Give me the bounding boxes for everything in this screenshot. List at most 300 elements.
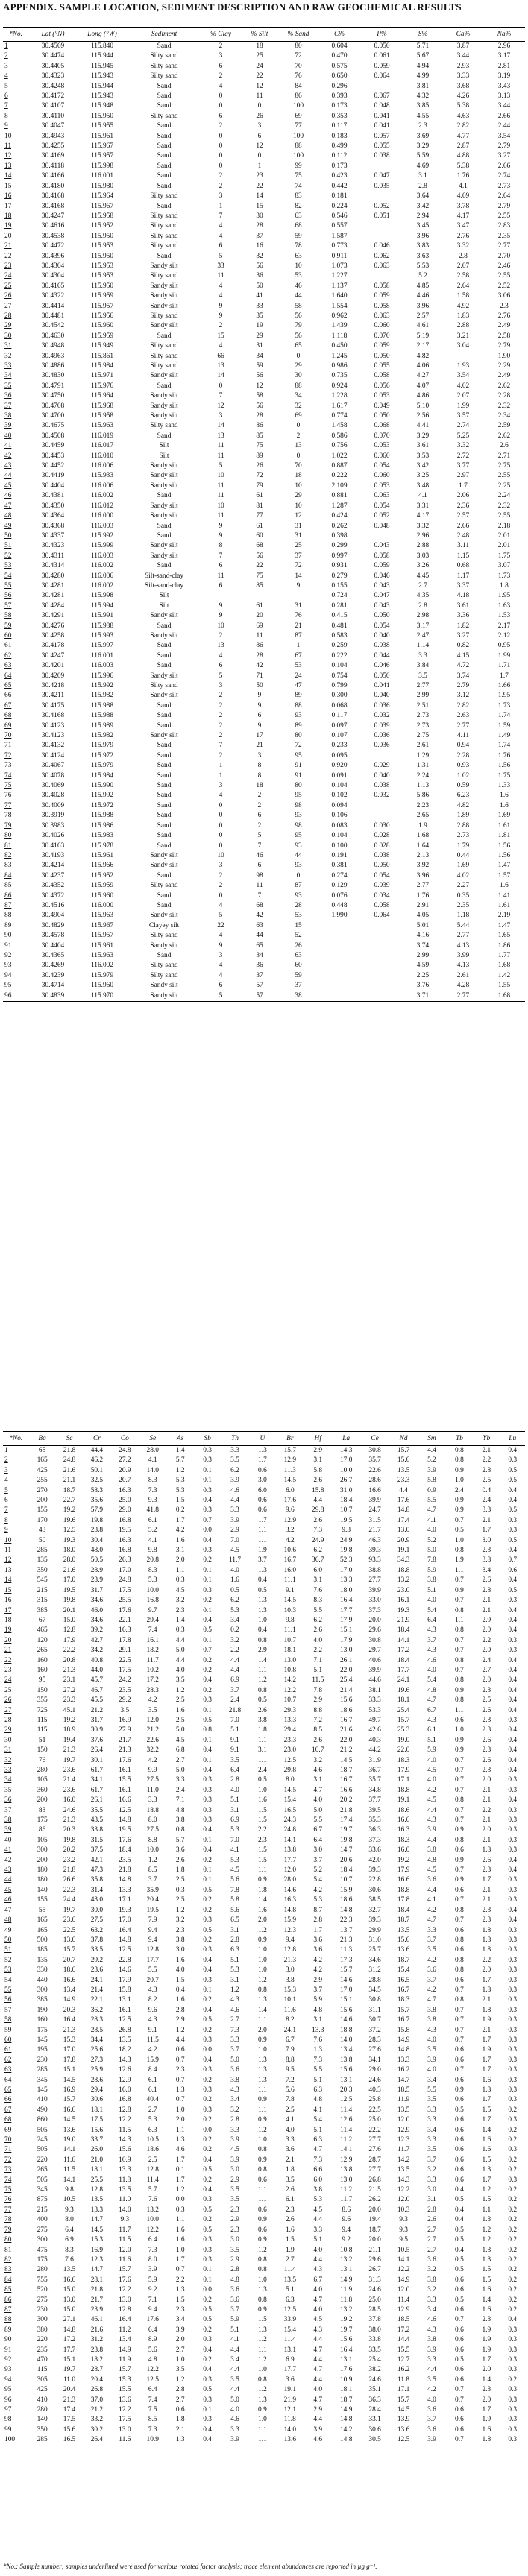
- table-cell: 6.4: [65, 2226, 74, 2234]
- table-cell: 93: [295, 842, 302, 850]
- table-cell: 0.423: [331, 172, 348, 180]
- sample-number-cell: 19: [4, 1626, 12, 1635]
- sample-number-cell: 58: [4, 2016, 12, 2024]
- table-cell: 26.1: [339, 1656, 353, 1664]
- table-cell: 5.67: [416, 52, 430, 60]
- table-cell: 83: [295, 192, 302, 201]
- table-cell: 2.7: [418, 581, 427, 590]
- table-cell: 13.1: [283, 2346, 297, 2354]
- table-cell: 1.47: [497, 862, 511, 870]
- table-cell: 3.4: [230, 2355, 239, 2364]
- table-cell: 2.88: [456, 821, 470, 830]
- table-cell: 1.1: [258, 1536, 267, 1544]
- table-cell: 3.3: [418, 651, 427, 660]
- table-cell: 4.6: [230, 2006, 239, 2014]
- table-cell: 19.8: [63, 1836, 76, 1844]
- table-cell: 15.1: [339, 1996, 353, 2004]
- table-cell: 13.3: [119, 2166, 131, 2174]
- table-cell: 4.88: [456, 152, 470, 160]
- table-cell: 30.6: [90, 2096, 104, 2104]
- table-cell: 6: [219, 662, 223, 670]
- table-cell: 1.29: [416, 751, 430, 760]
- table-cell: 1.5: [258, 1856, 267, 1864]
- table-cell: 5.1: [427, 1586, 436, 1594]
- table-cell: 4.16: [416, 932, 430, 940]
- table-cell: 9.1: [148, 2026, 157, 2034]
- table-cell: 4.3: [427, 1716, 436, 1724]
- table-cell: 6: [219, 242, 223, 250]
- table-cell: 3.5: [175, 1676, 185, 1685]
- table-cell: 13.7: [339, 1926, 353, 1934]
- table-cell: 2.44: [497, 122, 511, 130]
- table-cell: 115.957: [90, 152, 114, 160]
- table-cell: 3.1: [313, 1456, 323, 1465]
- table-cell: 16.2: [397, 2366, 410, 2374]
- table-row: [3, 2305, 525, 2315]
- table-cell: 0.112: [331, 152, 348, 160]
- table-cell: 13.5: [397, 1466, 410, 1474]
- table-cell: 2.52: [497, 282, 511, 290]
- table-cell: Sand: [157, 202, 172, 210]
- table-cell: 6.3: [313, 2086, 323, 2094]
- sample-number-cell: 78: [4, 812, 12, 820]
- column-header: Cr: [92, 1435, 101, 1442]
- table-row: [3, 1616, 525, 1626]
- table-cell: 0.4: [455, 2216, 464, 2224]
- table-cell: 0.4: [508, 1616, 518, 1624]
- sample-number-cell: 1: [4, 42, 8, 50]
- table-cell: 27.5: [90, 1916, 104, 1925]
- table-row: [3, 1726, 525, 1735]
- table-cell: 13.5: [283, 2276, 297, 2284]
- table-cell: 22.6: [368, 1466, 381, 1474]
- table-cell: 2.1: [482, 1606, 491, 1614]
- table-cell: 36: [256, 962, 263, 970]
- table-cell: 0.4: [508, 1676, 518, 1685]
- sample-number-cell: 80: [4, 832, 12, 840]
- table-cell: 1.5: [175, 2296, 185, 2304]
- table-cell: 475: [37, 2246, 48, 2254]
- table-cell: 0.5: [455, 2196, 464, 2204]
- table-cell: 0.6: [455, 2326, 464, 2334]
- table-row: [3, 1956, 525, 1966]
- table-row: [3, 741, 525, 751]
- table-cell: 115.984: [90, 771, 114, 780]
- table-cell: 2: [219, 871, 223, 880]
- table-cell: 0.2: [203, 1597, 212, 1605]
- sample-number-cell: 18: [4, 1616, 12, 1624]
- table-cell: 15.6: [339, 2066, 353, 2074]
- table-cell: 27.5: [146, 1776, 159, 1784]
- table-cell: 1.4: [258, 1896, 267, 1904]
- table-cell: 5.1: [427, 1736, 436, 1744]
- table-cell: 85: [256, 432, 263, 440]
- table-cell: [318, 991, 361, 1002]
- table-cell: 0.735: [331, 372, 348, 380]
- table-cell: 11: [256, 882, 263, 890]
- sample-number-cell: 94: [4, 2375, 12, 2384]
- sample-number-cell: 73: [4, 762, 12, 770]
- table-cell: 1.6: [258, 1796, 267, 1805]
- table-cell: 3.3: [230, 2126, 239, 2134]
- table-row: [3, 1796, 525, 1805]
- sample-number-cell: 24: [4, 272, 12, 280]
- table-cell: 0.3: [203, 1786, 212, 1794]
- sample-number-cell: 52: [4, 552, 12, 560]
- table-cell: 2.1: [482, 1516, 491, 1524]
- table-cell: 22.1: [90, 1996, 104, 2004]
- table-row: [3, 2385, 525, 2395]
- table-cell: 8.5: [313, 1726, 323, 1734]
- table-cell: 1.3: [258, 2066, 267, 2074]
- table-cell: 17.0: [339, 1986, 353, 1994]
- table-cell: [361, 951, 403, 961]
- table-cell: 31.7: [90, 1586, 104, 1594]
- table-cell: 115.958: [90, 412, 114, 420]
- table-row: [3, 42, 525, 52]
- table-cell: 3.9: [148, 2266, 157, 2274]
- table-cell: 5.4: [427, 1676, 436, 1685]
- table-cell: 91: [295, 762, 302, 770]
- table-cell: 0.104: [331, 662, 348, 670]
- table-cell: 41.8: [146, 1506, 159, 1515]
- table-cell: 16.7: [339, 1776, 353, 1784]
- table-cell: 22.3: [63, 1886, 76, 1894]
- table-cell: 0.3: [508, 2436, 518, 2444]
- table-cell: 115.958: [90, 212, 114, 220]
- table-cell: 91: [295, 771, 302, 780]
- table-cell: 115.988: [90, 622, 114, 630]
- table-cell: 3.96: [416, 302, 430, 310]
- table-cell: 2.49: [497, 372, 511, 380]
- table-cell: 116.001: [90, 172, 114, 180]
- table-cell: 0: [219, 842, 223, 850]
- table-cell: 1.9: [455, 1556, 464, 1565]
- table-row: [3, 1895, 525, 1905]
- table-cell: 30.4214: [41, 862, 65, 870]
- sample-number-cell: 29: [4, 322, 12, 330]
- table-cell: Clayey silt: [148, 921, 180, 929]
- table-cell: 1.68: [497, 991, 511, 1000]
- table-cell: 2.28: [497, 392, 511, 400]
- table-cell: 1.8: [482, 1946, 491, 1954]
- table-cell: 0: [296, 452, 301, 460]
- table-cell: 0.046: [374, 662, 390, 670]
- table-cell: 0.9: [455, 2086, 464, 2094]
- table-cell: 3.0: [230, 2166, 239, 2174]
- table-cell: 4.4: [313, 2375, 323, 2384]
- column-header: % Sand: [287, 31, 309, 38]
- table-cell: 0.036: [374, 742, 390, 750]
- sample-number-cell: 84: [4, 871, 12, 880]
- table-cell: 1.75: [497, 771, 511, 780]
- table-cell: 0.039: [374, 722, 390, 730]
- table-cell: 115.949: [90, 342, 114, 350]
- table-cell: 0.2: [203, 1856, 212, 1864]
- table-cell: 7.3: [148, 2246, 157, 2254]
- table-cell: 0.6: [455, 2076, 464, 2084]
- table-cell: 2.0: [175, 1556, 185, 1565]
- table-cell: 165: [37, 1916, 48, 1925]
- table-cell: 0.296: [331, 82, 348, 90]
- table-cell: 19.6: [63, 1516, 76, 1524]
- table-cell: 88: [295, 142, 302, 151]
- table-cell: 28.5: [90, 2026, 104, 2034]
- table-cell: 2.19: [497, 912, 511, 920]
- table-cell: 8.9: [148, 2336, 157, 2344]
- table-cell: 0.1: [203, 2276, 212, 2284]
- table-cell: 5.0: [175, 1767, 185, 1774]
- table-cell: 0.4: [203, 1966, 212, 1974]
- table-cell: 0.061: [374, 52, 390, 60]
- table-cell: 9.4: [148, 1936, 157, 1944]
- table-cell: 1.6: [482, 2286, 491, 2294]
- table-cell: 6.7: [427, 1706, 436, 1714]
- table-cell: 0: [296, 352, 301, 360]
- table-cell: 30.4414: [41, 302, 65, 310]
- table-cell: 0.4: [455, 2206, 464, 2214]
- table-cell: 35.7: [368, 1456, 381, 1465]
- sample-number-cell: 76: [4, 2196, 12, 2204]
- sample-number-cell: 20: [4, 232, 12, 240]
- table-cell: 2.3: [285, 2206, 295, 2214]
- table-cell: 1.02: [456, 771, 470, 780]
- table-cell: 30.4247: [41, 651, 65, 660]
- table-cell: 0.2: [508, 2246, 518, 2254]
- table-cell: 35.5: [90, 1806, 104, 1814]
- table-row: [3, 2415, 525, 2425]
- table-cell: 1.6: [175, 1536, 185, 1544]
- table-cell: 25.9: [90, 2066, 104, 2074]
- table-cell: 33.5: [90, 1946, 104, 1954]
- table-cell: 22.0: [339, 1736, 353, 1744]
- table-cell: 13.4: [119, 2336, 131, 2344]
- table-cell: 30.4311: [41, 552, 65, 560]
- table-cell: 2.9: [175, 2016, 185, 2024]
- table-cell: 4.3: [313, 2266, 323, 2274]
- table-cell: 2.6: [285, 2216, 295, 2224]
- table-row: [3, 2036, 525, 2045]
- sample-number-cell: 12: [4, 152, 12, 160]
- column-header: Hf: [314, 1435, 321, 1442]
- column-header: Ba: [38, 1435, 46, 1442]
- table-cell: 18.4: [397, 1626, 410, 1635]
- table-cell: 17.4: [339, 1816, 353, 1825]
- table-cell: 18.2: [146, 1647, 159, 1655]
- table-cell: 12.9: [283, 1516, 297, 1524]
- table-cell: Sand: [157, 142, 172, 151]
- table-cell: Sand: [157, 531, 172, 540]
- table-cell: 3.5: [230, 1456, 239, 1465]
- table-cell: 4.1: [148, 1456, 157, 1465]
- table-cell: 1.3: [258, 2056, 267, 2064]
- table-cell: 1.6: [285, 2226, 295, 2234]
- table-cell: 4.99: [416, 72, 430, 80]
- table-cell: 26.8: [119, 2026, 131, 2034]
- table-cell: 34.3: [397, 1556, 410, 1565]
- table-row: [3, 511, 525, 521]
- table-cell: 19.4: [63, 1736, 76, 1744]
- table-cell: 23.0: [283, 1746, 297, 1755]
- table-cell: 1.1: [455, 1706, 464, 1714]
- table-cell: 56: [295, 332, 302, 340]
- table-cell: 280: [37, 1767, 48, 1774]
- table-cell: 2.55: [497, 472, 511, 480]
- table-cell: 4: [219, 971, 223, 979]
- table-cell: 19.8: [90, 1516, 104, 1524]
- table-cell: 0.262: [331, 522, 348, 530]
- table-cell: 11.9: [397, 2096, 410, 2104]
- table-cell: 30.4069: [41, 782, 65, 790]
- table-cell: 1.1: [258, 2425, 267, 2434]
- table-cell: 2.07: [456, 392, 470, 400]
- table-row: [3, 282, 525, 291]
- table-cell: 17.1: [397, 1776, 410, 1784]
- table-cell: 0.8: [455, 1956, 464, 1964]
- table-cell: 0.2: [203, 2096, 212, 2104]
- table-cell: 1.2: [258, 2336, 267, 2344]
- table-cell: 4.7: [427, 1506, 436, 1515]
- table-cell: 43.5: [90, 1816, 104, 1825]
- table-cell: 9.3: [120, 2216, 130, 2224]
- table-cell: 28.7: [90, 2366, 104, 2374]
- table-cell: 22.6: [146, 1736, 159, 1744]
- table-cell: 7.3: [148, 1486, 157, 1494]
- table-row: [3, 911, 525, 921]
- table-cell: 25: [256, 52, 263, 60]
- table-cell: 15.3: [63, 2036, 76, 2044]
- table-cell: 1.5: [285, 2236, 295, 2244]
- table-cell: 3.3: [427, 2106, 436, 2114]
- table-cell: 0.224: [331, 202, 348, 210]
- table-cell: 0.2: [203, 2076, 212, 2084]
- table-cell: 22: [256, 72, 263, 80]
- table-cell: 12.5: [119, 2016, 131, 2024]
- table-cell: 14.3: [119, 2056, 131, 2064]
- table-cell: 3.9: [230, 1477, 239, 1485]
- table-cell: 20.7: [63, 1956, 76, 1964]
- table-cell: 330: [37, 1966, 48, 1974]
- table-cell: 265: [37, 2166, 48, 2174]
- table-cell: 0.4: [508, 1856, 518, 1864]
- table-row: [3, 811, 525, 821]
- table-cell: 30.4291: [41, 612, 65, 620]
- table-cell: 3.6: [230, 2286, 239, 2294]
- table-cell: 1.3: [258, 1566, 267, 1574]
- table-cell: 0.039: [374, 882, 390, 890]
- table-cell: 30.4459: [41, 442, 65, 450]
- table-cell: 28.3: [368, 2036, 381, 2044]
- table-row: [3, 321, 525, 331]
- table-cell: 0.3: [203, 1946, 212, 1954]
- table-cell: 4.3: [427, 1647, 436, 1655]
- sample-number-cell: 65: [4, 2086, 12, 2094]
- table-cell: 15.4: [397, 1966, 410, 1974]
- table-cell: 23.6: [63, 1916, 76, 1925]
- table-cell: 0.3: [203, 1506, 212, 1515]
- table-cell: 0.4: [203, 1676, 212, 1685]
- table-cell: 14.2: [283, 1676, 297, 1685]
- table-cell: 13.5: [397, 2106, 410, 2114]
- table-cell: 2.07: [456, 262, 470, 270]
- table-cell: 15.6: [397, 1456, 410, 1465]
- sample-number-cell: 18: [4, 212, 12, 220]
- table-cell: 15.5: [119, 2386, 131, 2394]
- table-cell: 0.4: [508, 1726, 518, 1734]
- table-cell: 3.81: [416, 82, 430, 90]
- table-cell: 2.32: [497, 402, 511, 410]
- table-cell: 35: [256, 312, 263, 320]
- table-cell: 115.944: [90, 52, 114, 60]
- table-cell: 115.988: [90, 812, 114, 820]
- table-cell: 20.0: [368, 2206, 381, 2214]
- table-cell: 3.3: [427, 1926, 436, 1934]
- table-cell: 10.0: [146, 2216, 159, 2224]
- table-cell: 505: [37, 2176, 48, 2184]
- table-cell: 1.7: [482, 2355, 491, 2364]
- column-header: As: [176, 1435, 184, 1442]
- table-cell: 28.1: [90, 2276, 104, 2284]
- table-cell: 115.960: [90, 322, 114, 330]
- table-cell: 0.062: [374, 252, 390, 260]
- table-cell: 13.4: [63, 1986, 76, 1994]
- table-cell: 11.6: [283, 2006, 296, 2014]
- table-cell: 115.953: [90, 242, 114, 250]
- table-cell: 115.988: [90, 712, 114, 720]
- table-row: [3, 2335, 525, 2345]
- table-cell: 10: [295, 262, 302, 270]
- table-cell: 0.3: [508, 2036, 518, 2044]
- table-cell: 14.9: [397, 2036, 410, 2044]
- table-cell: 0.1: [203, 1576, 212, 1585]
- table-cell: Sand: [157, 92, 172, 101]
- table-cell: 7.8: [285, 2096, 295, 2104]
- table-cell: 0.2: [203, 1936, 212, 1944]
- table-cell: 0.3: [508, 1456, 518, 1465]
- table-cell: 13.3: [312, 2026, 324, 2034]
- table-cell: 3.7: [230, 2305, 239, 2314]
- table-cell: 5.3: [175, 1486, 185, 1494]
- table-cell: 50: [38, 1536, 46, 1544]
- table-cell: 27.5: [146, 1826, 159, 1834]
- table-cell: 2.9: [313, 1976, 323, 1984]
- table-cell: 14.8: [339, 2416, 353, 2424]
- table-cell: 1.3: [175, 2286, 185, 2294]
- table-cell: 29.4: [146, 1616, 159, 1624]
- table-row: [3, 1666, 525, 1676]
- table-cell: 0.6: [455, 2276, 464, 2284]
- table-cell: 17.8: [397, 1896, 410, 1904]
- table-row: [3, 1966, 525, 1975]
- table-cell: 10.0: [146, 1846, 159, 1854]
- table-cell: 2.97: [456, 472, 470, 480]
- table-cell: 4: [219, 292, 223, 300]
- table-cell: 2.3: [482, 2316, 491, 2324]
- table-cell: 22.8: [368, 1876, 381, 1884]
- table-cell: 10.3: [283, 1606, 297, 1614]
- table-cell: 23.2: [63, 1856, 76, 1864]
- table-cell: 23.3: [283, 1736, 297, 1744]
- sample-number-cell: 21: [4, 1647, 12, 1655]
- table-cell: 0.4: [508, 1686, 518, 1694]
- table-cell: 1.7: [482, 2036, 491, 2044]
- table-cell: 0: [219, 102, 223, 110]
- table-cell: Sand: [157, 252, 172, 260]
- table-cell: Silty sand: [150, 682, 178, 689]
- table-cell: 0.3: [203, 2255, 212, 2264]
- table-cell: 2.8: [230, 2116, 239, 2124]
- table-cell: 175: [37, 2255, 48, 2264]
